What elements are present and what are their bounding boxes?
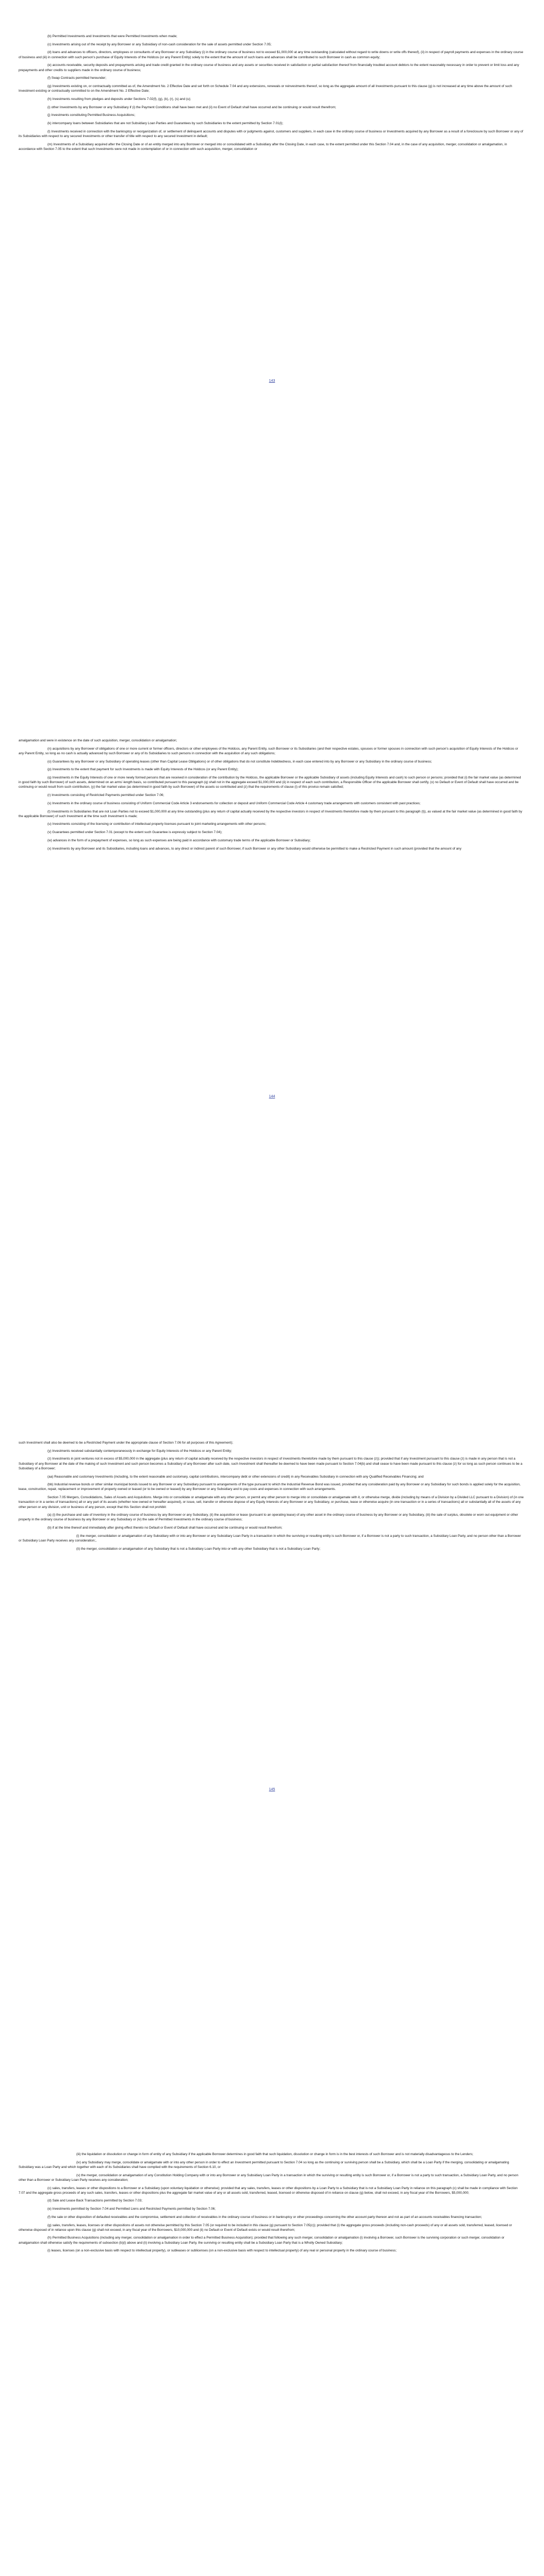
paragraph: (v) the merger, consolidation or amalgamation of any Constitution Holding Company with or into any Borrower or any Subsidiary Loan Party in a transaction in which the surviving or resulting entity is such Borrower or, if a Borrower is not a party to such transaction, a Subsidiary Loan Party, and no person other than a Borrower or Subsidiary Loan Party receives any consideration; [19,2173,519,2182]
paragraph: (s) Investments in the ordinary course of business consisting of Uniform Commercial Code Article 3 endorsements for collection or deposit and Uniform Commercial Code Article 4 customary trade arrangements with customers consistent with past practices; [47,801,421,805]
paragraph: (iii) the liquidation or dissolution or change in form of entity of any Subsidiary if the applicable Borrower determines in good faith that such liquidation, dissolution or change in form is in the best interests of such Borrower and is not materially disadvantageous to the Lenders; [76,2153,473,2156]
paragraph: (h) Permitted Business Acquisitions (including any merger, consolidation or amalgamation in order to effect a Permitted Business Acquisition); provided that following any such merger, consolidation or amalgamation (i) involving a Borrower, such Borrower is the surviving corporation or such merger, consolidation or amalgamation shall otherwise satisfy the requirements of subsection (b)(i) above and (ii) involving a Subsidiary Loan Party, the surviving or resulting entity shall be a Subsidiary Loan Party that is a Wholly Owned Subsidiary; [19,2236,505,2245]
paragraph: (m) Investments of a Subsidiary acquired after the Closing Date or of an entity merged into any Borrower or merged into or consolidated with a Subsidiary after the Closing Date, in each case, to the extent permitted under this Section 7.04 and, in the case of any acquisition, merger, consolidation or amalgamation, in accordance with Section 7.05 to the extent that such Investments were not made in contemplation of or in connection with such acquisition, merger, consolidation or [19,142,507,151]
page-number: 145 [269,1788,275,1791]
paragraph: (x) Investments by any Borrower and its Subsidiaries, including loans and advances, to any direct or indirect parent of such Borrower, if such Borrower or any other Subsidiary would otherwise be permitted to make a Restricted Payment in such amount (provided that the amount of any [47,846,461,851]
paragraph: amalgamation and were in existence on the date of such acquisition, merger, consolidation or amalgamation; [19,739,177,742]
paragraph: (z) Investments in joint ventures not in excess of $5,000,000 in the aggregate (plus any return of capital actually received by the respective investors in respect of investments theretofore made by them pursuant to this clause (z)); provided that if any Investment pursuant to this clause (z) is made in any person that is not a Subsidiary of any Borrower at the date of the making of such Investment and such person becomes a Subsidiary of any Borrower after such date, such Investment shall thereafter be deemed to have been made pursuant to Section 7.04(b) and shall cease to have been made pursuant to this clause (z) for so long as such person continues to be a Subsidiary of a Borrower; [19,1457,522,1470]
page-body [19,34,524,155]
paragraph: (ii) the merger, consolidation or amalgamation of any Subsidiary that is not a Subsidiary Loan Party into or with any other Subsidiary that is not a Subsidiary Loan Party; [76,1547,321,1551]
page-number: 143 [269,379,275,383]
paragraph: (n) acquisitions by any Borrower of obligations of one or more current or former officers, directors or other employees of the Holdcos, any Parent Entity, such Borrower or its Subsidiaries (and their respective estates, spouses or former spouses in connection with such person's acquisition of Equity Interests of the Holdcos or any Parent Entity, so long as no cash is actually advanced by such Borrower or any of its Subsidiaries to such persons in connection with the acquisition of any such obligations; [19,747,518,755]
paragraph: (g) Investments existing on, or contractually committed as of, the Amendment No. 2 Effective Date and set forth on Schedule 7.04 and any extensions, renewals or reinvestments thereof, so long as the aggregate amount of all Investments pursuant to this clause (g) is not increased at any time above the amount of such Investment existing or contractually committed to on the Amendment No. 2 Effective Date; [19,84,513,93]
paragraph: (e) Investments permitted by Section 7.04 and Permitted Liens and Restricted Payments permitted by Section 7.06; [47,2207,216,2211]
paragraph: (g) sales, transfers, leases, licenses or other dispositions of assets not otherwise permitted by this Section 7.05 (or required to be included in this clause (g) pursuant to Section 7.05(c)); provided that (i) the aggregate gross proceeds (including non-cash proceeds) of any or all assets sold, transferred, leased, licensed or otherwise disposed of in reliance upon this clause (g) shall not exceed, in any fiscal year of the Borrowers, $10,000,000 and (ii) no Default or Event of Default exists or would result therefrom; [19,2223,512,2232]
paragraph: (f) Swap Contracts permitted hereunder; [47,76,107,80]
paragraph: (i) other Investments by any Borrower or any Subsidiary if (i) the Payment Conditions shall have been met and (ii) no Event of Default shall have occurred and be continuing or would result therefrom; [47,105,336,109]
paragraph: (i) leases, licenses (on a non-exclusive basis with respect to intellectual property), or subleases or sublicenses (on a non-exclusive basis with respect to intellectual property) of any real or personal property in the ordinary course of business; [47,2249,397,2253]
paragraph: (iv) any Subsidiary may merge, consolidate or amalgamate with or into any other person in order to effect an Investment permitted pursuant to Section 7.04 so long as the continuing or surviving person shall be a Subsidiary, which shall be a Loan Party if the merging, consolidating or amalgamating Subsidiary was a Loan Party and which together with each of its Subsidiaries shall have complied with the requirements of Section 6.10, or [19,2160,509,2169]
paragraph: (c) sales, transfers, leases or other dispositions to a Borrower or a Subsidiary (upon voluntary liquidation or otherwise); provided that any sales, transfers, leases or other dispositions by a Loan Party to a Subsidiary that is not a Subsidiary Loan Party in reliance on this paragraph (c) shall be made in compliance with Section 7.07 and the aggregate gross proceeds of any such sales, transfers, leases or other dispositions plus the aggregate fair market value of any or all assets sold, transferred, leased, licensed or otherwise disposed of in reliance on clause (g) below, shall not exceed, in any fiscal year of the Borrowers, $5,000,000; [19,2186,518,2195]
page-body [19,1440,524,1554]
paragraph: (y) Investments received substantially contemporaneously in exchange for Equity Interests of the Holdcos or any Parent Entity; [47,1449,232,1453]
paragraph: (a) (i) the purchase and sale of inventory in the ordinary course of business by any Borrower or any Subsidiary, (ii) the acquisition or lease (pursuant to an operating lease) of any other asset in the ordinary course of business by any Borrower or any Subsidiary, (iii) the sale of surplus, obsolete or worn out equipment or other property in the ordinary course of business by any Borrower or any Subsidiary or (iv) the sale of Permitted Investments in the ordinary course of business; [19,1513,518,1522]
paragraph: (i) the merger, consolidation or amalgamation of any Subsidiary with or into any Borrower or any Subsidiary Loan Party in a transaction in which the surviving or resulting entity is such Borrower or, if a Borrower is not a party to such transaction, a Subsidiary Loan Party, and no person other than a Borrower or Subsidiary Loan Party receives any consideration;, [19,1534,521,1543]
paragraph: (bb) Industrial revenue bonds or other similar municipal bonds issued to any Borrower or any Subsidiary pursuant to arrangements of the type pursuant to which the Industrial Revenue Bond was issued, provided that any consideration paid by any Borrower or any Subsidiary for such bonds is applied solely for the acquisition, lease, construction, repair, replacement or improvement of property owned or leased (or to be owned or leased) by any Borrower or any Subsidiary and to pay costs and expenses in connection with such arrangements. [19,1483,521,1492]
paragraph: (u) Investments consisting of the licensing or contribution of intellectual property licenses pursuant to joint marketing arrangements with other persons; [47,822,267,826]
page-number: 144 [269,1095,275,1098]
paragraph: (b) Permitted Investments and Investments that were Permitted Investments when made; [47,35,177,38]
paragraph: (r) Investments consisting of Restricted Payments permitted under Section 7.06; [47,793,164,798]
paragraph: (aa) Reasonable and customary Investments (including, to the extent reasonable and customary, capital contributions, intercompany debt or other extensions of credit) in any Receivables Subsidiary in connection with any Qualified Receivables Financing; and [47,1475,424,1479]
paragraph: (c) Investments arising out of the receipt by any Borrower or any Subsidiary of non-cash consideration for the sale of assets permitted under Section 7.05; [47,42,272,46]
page-body [19,2152,524,2257]
paragraph: (o) Guarantees by any Borrower or any Subsidiary of operating leases (other than Capital Lease Obligations) or of other obligations that do not constitute Indebtedness, in each case entered into by any Borrower or any Subsidiary in the ordinary course of business; [47,759,432,764]
paragraph: (e) accounts receivable, security deposits and prepayments arising and trade credit granted in the ordinary course of business and any assets or securities received in satisfaction or partial satisfaction thereof from financially troubled account debtors to the extent reasonably necessary in order to prevent or limit loss and any prepayments and other credits to suppliers made in the ordinary course of business; [19,63,519,72]
paragraph: (h) Investments resulting from pledges and deposits under Sections 7.02(f), (g), (k), (r), (s) and (u); [47,97,191,101]
paragraph: (p) Investments to the extent that payment for such Investments is made with Equity Interests of the Holdcos (or any Parent Entity); [47,768,239,772]
paragraph: (v) Guarantees permitted under Section 7.01 (except to the extent such Guarantee is expressly subject to Section 7.04); [47,831,222,835]
paragraph: (w) advances in the form of a prepayment of expenses, so long as such expenses are being paid in accordance with customary trade terms of the applicable Borrower or Subsidiary; [47,838,311,842]
paragraph: (b) if at the time thereof and immediately after giving effect thereto no Default or Event of Default shall have occurred and be continuing or would result therefrom; [47,1526,283,1530]
paragraph: (f) the sale or other disposition of defaulted receivables and the compromise, settlement and collection of receivables in the ordinary course of business or in bankruptcy or other proceedings concerning the other account party thereon and not as part of an accounts receivables financing transaction; [47,2215,482,2219]
paragraph: such Investment shall also be deemed to be a Restricted Payment under the appropriate clause of Section 7.06 for all purposes of this Agreement); [19,1441,233,1445]
page-body [19,738,524,854]
paragraph: Section 7.05 Mergers, Consolidations, Sales of Assets and Acquisitions. Merge into or consolidate or amalgamate with any other person, or permit any other person to merge into or consolidate or amalgamate with it, or otherwise merge, divide (including by means of a Division by a Divided LLC pursuant to a Division) of (in one transaction or in a series of transactions) all or any part of its assets (whether now owned or hereafter acquired), or issue, sell, transfer or otherwise dispose of any Equity Interests of any Borrower or any Subsidiary, or purchase, lease or otherwise acquire (in one transaction or in a series of transactions) all or substantially all of the assets of any other person or any division, unit or business of any person, except that this Section shall not prohibit: [19,1496,524,1509]
paragraph: (d) Sale and Lease Back Transactions permitted by Section 7.03; [47,2199,143,2203]
paragraph: (k) intercompany loans between Subsidiaries that are not Subsidiary Loan Parties and Guarantees by such Subsidiaries to the extent permitted by Section 7.01(l); [47,121,284,125]
paragraph: (j) Investments constituting Permitted Business Acquisitions; [47,113,136,117]
paragraph: (d) loans and advances to officers, directors, employees or consultants of any Borrower or any Subsidiary (i) in the ordinary course of business not to exceed $1,000,000 at any time outstanding (calculated without regard to write downs or write offs thereof), (ii) in respect of payroll payments and expenses in the ordinary course of business and (iii) in connection with such person's purchase of Equity Interests of the Holdcos (or any Parent Entity) solely to the extent that the amount of such loans and advances shall be contributed to such Borrower in cash as common equity; [19,50,523,59]
paragraph: (q) Investments in the Equity Interests of one or more newly formed persons that are received in consideration of the contribution by the Holdcos, the applicable Borrower or the applicable Subsidiary of assets (including Equity Interests and cash) to such person or persons; provided that (i) the fair market value (as determined in good faith by such Borrower) of such assets, determined on an arms'-length basis, so contributed pursuant to this paragraph (q) shall not in the aggregate exceed $1,000,000 and (ii) in respect of each such contribution, a Responsible Officer of the applicable Borrower shall certify, (x) no Default or Event of Default shall have occurred and be continuing or would result from such contribution, (y) the fair market value (as determined in good faith by such Borrower) of the assets so contributed and (z) that the requirements of clause (i) of this proviso remain satisfied; [19,776,521,789]
paragraph: (t) Investments in Subsidiaries that are not Loan Parties not to exceed $1,000,000 at any time outstanding (plus any return of capital actually received by the respective investors in respect of Investments theretofore made by them pursuant to this paragraph (t)), as valued at the fair market value (as determined in good faith by the applicable Borrower) of such Investment at the time such Investment is made; [19,809,522,818]
paragraph: (l) Investments received in connection with the bankruptcy or reorganization of, or settlement of delinquent accounts and disputes with or judgments against, customers and suppliers, in each case in the ordinary course of business or Investments acquired by any Borrower as a result of a foreclosure by such Borrower or any of its Subsidiaries with respect to any secured Investments or other transfer of title with respect to any secured Investment in default; [19,129,523,138]
